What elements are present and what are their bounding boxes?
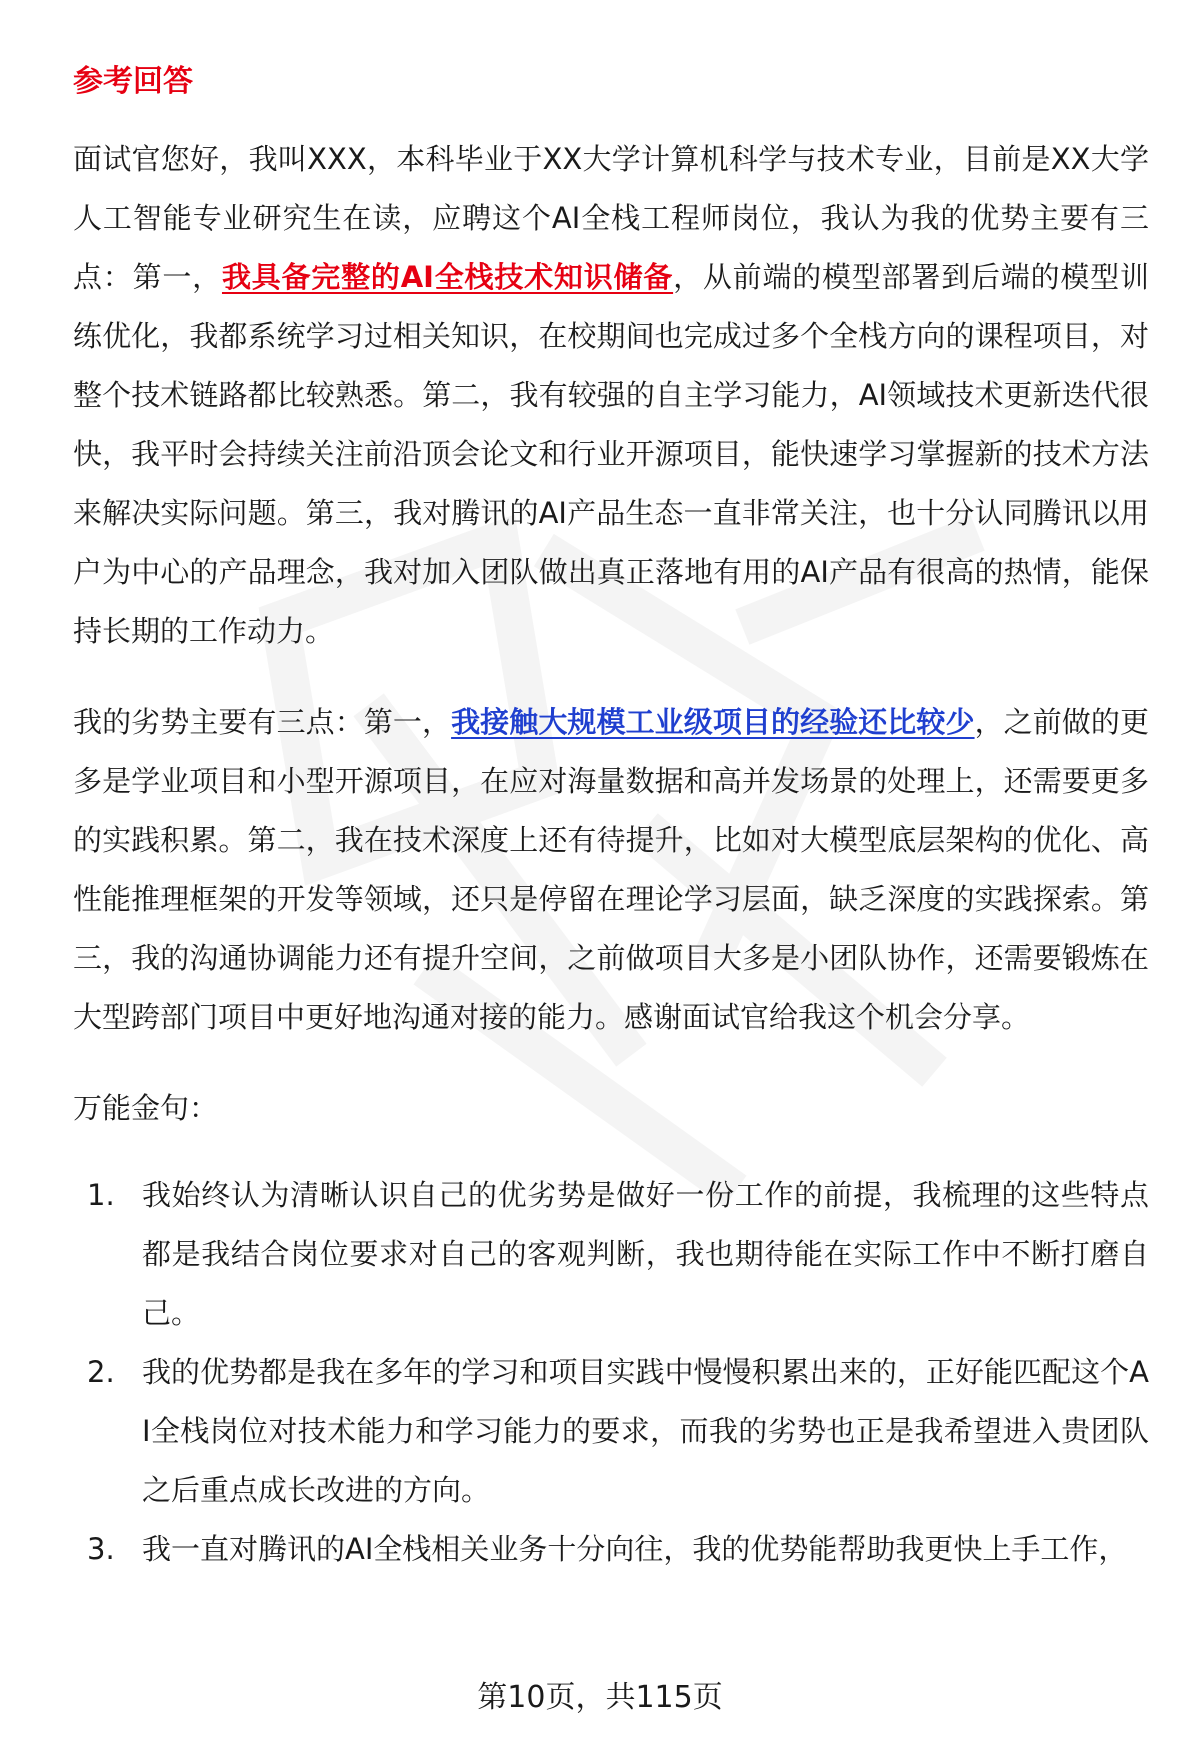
list-number: 2. [87, 1355, 115, 1389]
section-heading: 参考回答 [73, 64, 193, 99]
list-item [87, 1343, 1149, 1520]
paragraph-text: ，之前做的更多是学业项目和小型开源项目，在应对海量数据和高并发场景的处理上，还需要更多的实践积累。第二，我在技术深度上还有待提升，比如对大模型底层架构的优化、高性能推理框架的开发等领域，还只是停留在理论学习层面，缺乏深度的实践探索。第三，我的沟通协调能力还有提升空间，之前做项目大多是小团队协作，还需要锻炼在大型跨部门项目中更好地沟通对接的能力。感谢面试官给我这个机会分享。 [73, 705, 1149, 1034]
golden-sentences-list [73, 1166, 1149, 1579]
page-footer: 第10页，共115页 [477, 1680, 723, 1715]
list-item [87, 1520, 1149, 1579]
paragraph-text: 面试官您好，我叫XXX，本科毕业于XX大学计算机科学与技术专业，目前是XX大学人工智能专业研究生在读，应聘这个AI全栈工程师岗位，我认为我的优势主要有三点：第一， [73, 142, 1149, 294]
list-number: 1. [87, 1178, 115, 1212]
paragraph-text: ，从前端的模型部署到后端的模型训练优化，我都系统学习过相关知识，在校期间也完成过多个全栈方向的课程项目，对整个技术链路都比较熟悉。第二，我有较强的自主学习能力，AI领域技术更新迭代很快，我平时会持续关注前沿顶会论文和行业开源项目，能快速学习掌握新的技术方法来解决实际问题。第三，我对腾讯的AI产品生态一直非常关注，也十分认同腾讯以用户为中心的产品理念，我对加入团队做出真正落地有用的AI产品有很高的热情，能保持长期的工作动力。 [73, 260, 1149, 648]
list-item-text: 我的优势都是我在多年的学习和项目实践中慢慢积累出来的，正好能匹配这个AI全栈岗位对技术能力和学习能力的要求，而我的劣势也正是我希望进入贵团队之后重点成长改进的方向。 [142, 1355, 1149, 1507]
highlight-red: 我具备完整的AI全栈技术知识储备 [221, 260, 674, 294]
weaknesses-paragraph [73, 693, 1149, 1047]
paragraph-text: 我的劣势主要有三点：第一， [73, 705, 452, 739]
list-item [87, 1166, 1149, 1343]
list-number: 3. [87, 1532, 115, 1566]
list-item-text: 我始终认为清晰认识自己的优劣势是做好一份工作的前提，我梳理的这些特点都是我结合岗位要求对自己的客观判断，我也期待能在实际工作中不断打磨自己。 [142, 1178, 1149, 1330]
strengths-paragraph [73, 130, 1149, 661]
golden-sentences-title: 万能金句： [73, 1091, 219, 1125]
main-content [73, 52, 1149, 1579]
highlight-blue: 我接触大规模工业级项目的经验还比较少 [451, 705, 975, 739]
list-item-text: 我一直对腾讯的AI全栈相关业务十分向往，我的优势能帮助我更快上手工作， [142, 1532, 1128, 1566]
